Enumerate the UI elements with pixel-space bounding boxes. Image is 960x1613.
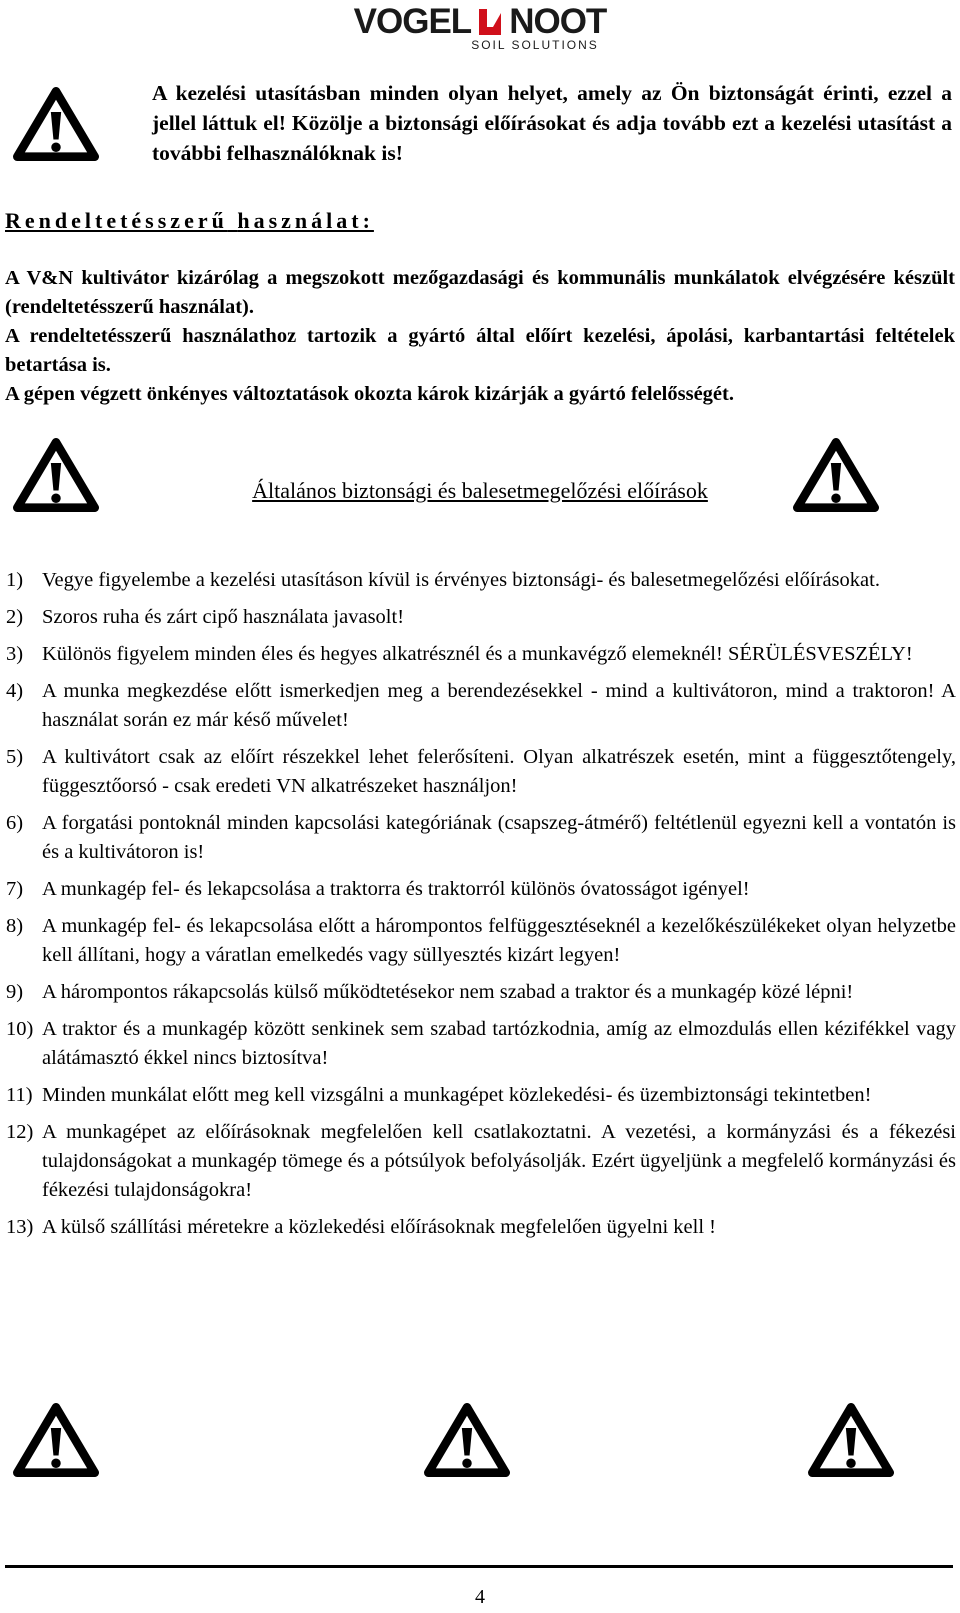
logo-left-word: VOGEL [353, 2, 472, 41]
rule-number: 9) [6, 981, 24, 1003]
usage-paragraph: A V&N kultivátor kizárólag a megszokott mezőgazdasági és kommunális munkálatok elvégzésére készült (rendeltetésszerű használat). [5, 267, 955, 318]
usage-section [5, 264, 955, 409]
footer-divider [5, 1565, 953, 1568]
rule-number: 3) [6, 643, 24, 665]
rule-number: 7) [6, 878, 24, 900]
rule-text: A hárompontos rákapcsolás külső működtetésekor nem szabad a traktor és a munkagép közé lépni! [42, 981, 854, 1003]
rule-number: 6) [6, 812, 24, 834]
usage-title-part1: Rendeltetésszerű [5, 208, 228, 233]
page-number: 4 [475, 1586, 485, 1608]
general-title: Általános biztonsági és balesetmegelőzési előírások [252, 478, 708, 503]
rule-number: 8) [6, 915, 24, 937]
warning-triangle-icon [424, 1402, 510, 1478]
logo-tagline: SOIL SOLUTIONS [471, 38, 599, 52]
rule-text: A munkagép fel- és lekapcsolása előtt a hárompontos felfüggesztéseknél a kezelőkészülékeket olyan helyzetbe kell állítani, hogy a váratlan emelkedés vagy süllyesztés kizárt legyen! [42, 915, 956, 966]
rule-number: 4) [6, 680, 24, 702]
rule-number: 10) [6, 1018, 34, 1040]
list-item [6, 743, 956, 801]
intro-text: A kezelési utasításban minden olyan helyet, amely az Ön biztonságát érinti, ezzel a jellel láttuk el! Közölje a biztonsági előírásokat és adja tovább ezt a kezelési utasítást a további felhasználóknak is! [152, 81, 952, 165]
rule-text: A munkagépet az előírásoknak megfelelően kell csatlakoztatni. A vezetési, a kormányzási és a fékezési tulajdonságokat a munkagép tömege és a pótsúlyok befolyásolják. Ezért ügyeljünk a megfelelő kormányzási és fékezési tulajdonságokra! [42, 1121, 956, 1201]
usage-paragraph: A gépen végzett önkényes változtatások okozta károk kizárják a gyártó felelősségét. [5, 383, 734, 405]
rules-list [6, 566, 956, 1250]
list-item [6, 1081, 956, 1110]
list-item [6, 809, 956, 867]
rule-number: 5) [6, 746, 24, 768]
rule-text: A forgatási pontoknál minden kapcsolási kategóriának (csapszeg-átmérő) feltétlenül egyezni kell a vontatón is és a kultivátoron is! [42, 812, 956, 863]
list-item [6, 677, 956, 735]
rule-number: 12) [6, 1121, 34, 1143]
rule-text: A munka megkezdése előtt ismerkedjen meg a berendezésekkel - mind a kultivátoron, mind a traktoron! A használat során ez már késő művelet! [42, 680, 956, 731]
list-item [6, 912, 956, 970]
logo [0, 4, 960, 52]
rule-text: Szoros ruha és zárt cipő használata javasolt! [42, 606, 405, 628]
list-item [6, 1015, 956, 1073]
list-item [6, 978, 956, 1007]
usage-title [5, 208, 374, 234]
logo-mark-icon [477, 7, 503, 37]
rule-text: A külső szállítási méretekre a közlekedési előírásoknak megfelelően ügyelni kell ! [42, 1216, 716, 1238]
rule-text: Különös figyelem minden éles és hegyes alkatrésznél és a munkavégző elemeknél! SÉRÜLÉSVESZÉLY! [42, 643, 913, 665]
list-item [6, 603, 956, 632]
warning-triangle-icon [808, 1402, 894, 1478]
logo-right-word: NOOT [509, 2, 607, 41]
rule-text: A traktor és a munkagép között senkinek sem szabad tartózkodnia, amíg az elmozdulás ellen kézifékkel vagy alátámasztó ékkel nincs biztosítva! [42, 1018, 956, 1069]
rule-text: A kultivátort csak az előírt részekkel lehet felerősíteni. Olyan alkatrészek esetén, mint a függesztőtengely, függesztőorsó - csak eredeti VN alkatrészeket használjon! [42, 746, 956, 797]
rule-number: 13) [6, 1216, 34, 1238]
rule-text: A munkagép fel- és lekapcsolása a traktorra és traktorról különös óvatosságot igényel! [42, 878, 750, 900]
list-item [6, 1213, 956, 1242]
rule-text: Minden munkálat előtt meg kell vizsgálni a munkagépet közlekedési- és üzembiztonsági tekintetben! [42, 1084, 872, 1106]
warning-triangle-icon [13, 86, 99, 162]
warning-triangle-icon [793, 437, 879, 513]
rule-number: 1) [6, 569, 24, 591]
rule-number: 2) [6, 606, 24, 628]
list-item [6, 566, 956, 595]
usage-paragraph: A rendeltetésszerű használathoz tartozik a gyártó által előírt kezelési, ápolási, karbantartási feltételek betartása is. [5, 325, 955, 376]
list-item [6, 875, 956, 904]
usage-title-part2: használat: [237, 208, 374, 233]
rule-number: 11) [6, 1084, 33, 1106]
list-item [6, 640, 956, 669]
rule-text: Vegye figyelembe a kezelési utasításon kívül is érvényes biztonsági- és balesetmegelőzési előírásokat. [42, 569, 880, 591]
list-item [6, 1118, 956, 1205]
warning-triangle-icon [13, 1402, 99, 1478]
